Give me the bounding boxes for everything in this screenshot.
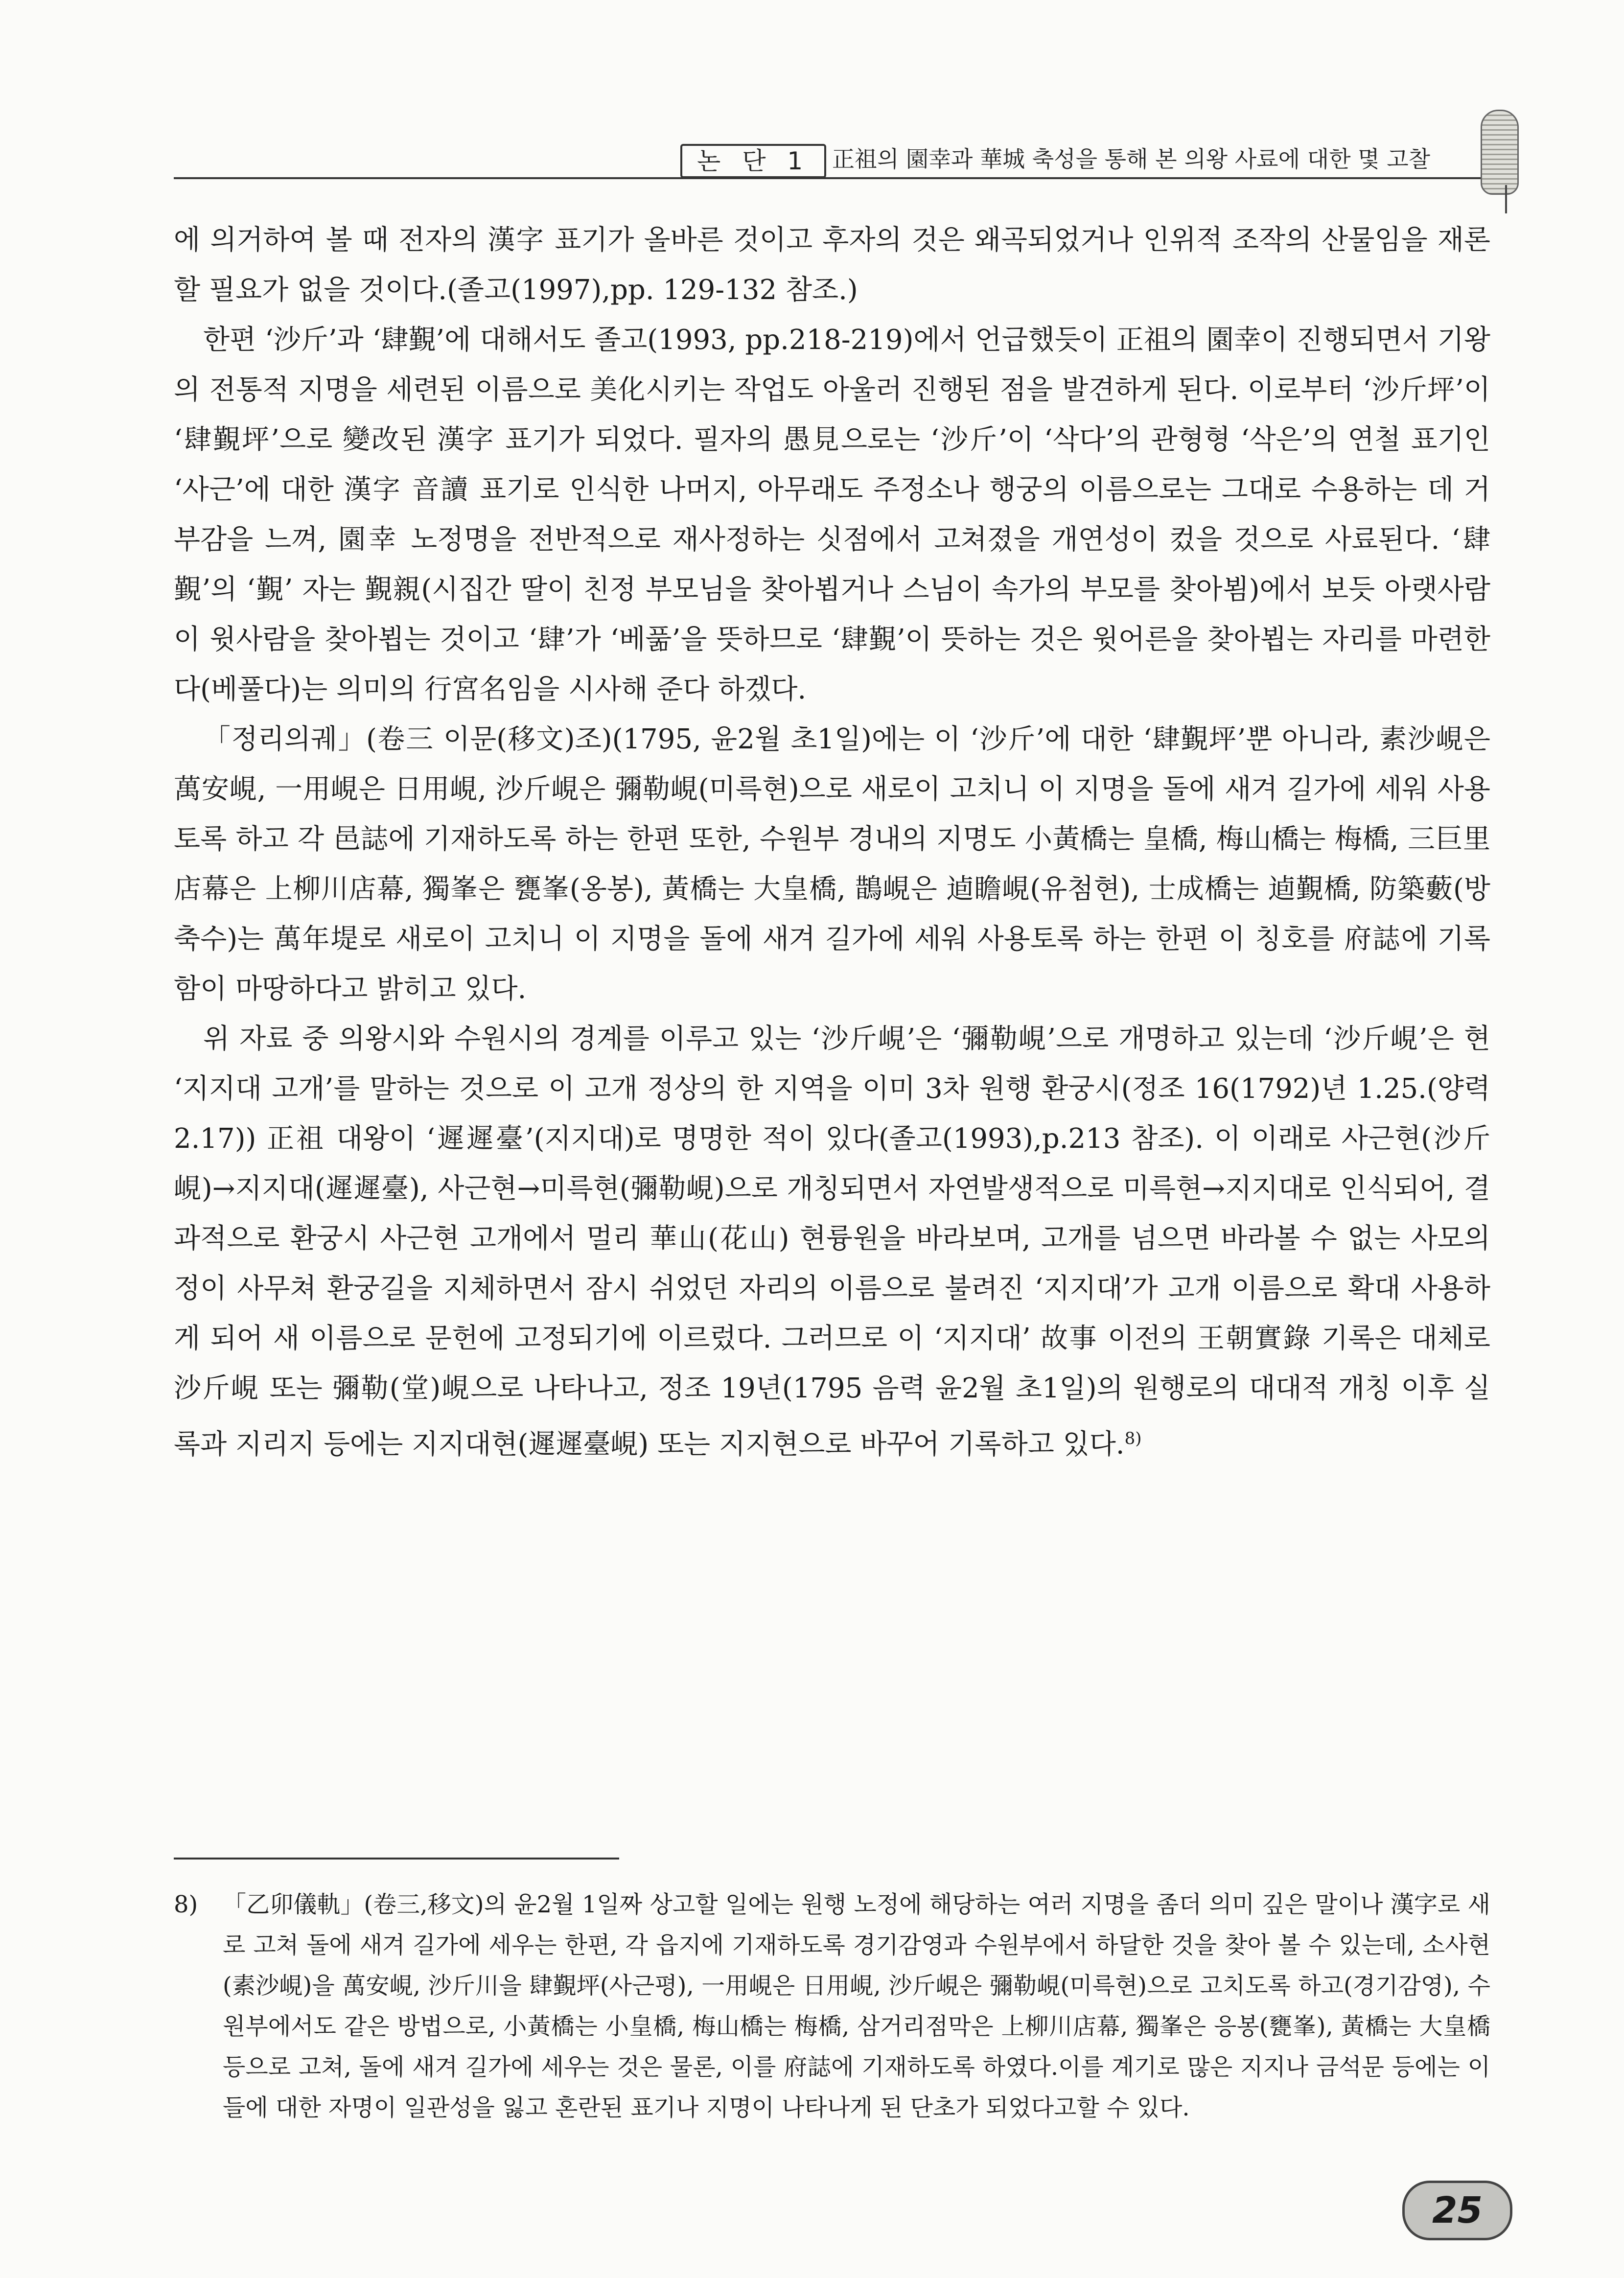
body-text xyxy=(174,215,1490,1470)
running-header xyxy=(174,103,1510,188)
paragraph-4 xyxy=(174,1014,1490,1470)
footnote-text: 「乙卯儀軌」(卷三,移文)의 윤2월 1일짜 상고할 일에는 원행 노정에 해당하는 여러 지명을 좀더 의미 깊은 말이나 漢字로 새로 고쳐 돌에 새겨 길가에 세우는 한편, 각 읍지에 기재하도록 경기감영과 수원부에서 하달한 것을 찾아 볼 수 있는데, 소사현(素沙峴)을 萬安峴, 沙斤川을 肆覲坪(사근평), 一用峴은 日用峴, 沙斤峴은 彌勒峴(미륵현)으로 고치도록 하고(경기감영), 수원부에서도 같은 방법으로, 小黃橋는 小皇橋, 梅山橋는 梅橋, 삼거리점막은 上柳川店幕, 獨峯은 응봉(甕峯), 黃橋는 大皇橋 등으로 고쳐, 돌에 새겨 길가에 세우는 것은 물론, 이를 府誌에 기재하도록 하였다.이를 계기로 많은 지지나 금석문 등에는 이들에 대한 자명이 일관성을 잃고 혼란된 표기나 지명이 나타나게 된 단초가 되었다고할 수 있다. xyxy=(223,1891,1490,2121)
footnote xyxy=(174,1884,1490,2128)
paragraph-2: 한편 ‘沙斤’과 ‘肆覲’에 대해서도 졸고(1993, pp.218-219)에서 언급했듯이 正祖의 園幸이 진행되면서 기왕의 전통적 지명을 세련된 이름으로 美化시키는 작업도 아울러 진행된 점을 발견하게 된다. 이로부터 ‘沙斤坪’이 ‘肆覲坪’으로 變改된 漢字 표기가 되었다. 필자의 愚見으로는 ‘沙斤’이 ‘삭다’의 관형형 ‘삭은’의 연철 표기인 ‘사근’에 대한 漢字 音讀 표기로 인식한 나머지, 아무래도 주정소나 행궁의 이름으로는 그대로 수용하는 데 거부감을 느껴, 園幸 노정명을 전반적으로 재사정하는 싯점에서 고쳐졌을 개연성이 컸을 것으로 사료된다. ‘肆覲’의 ‘覲’ 자는 覲親(시집간 딸이 친정 부모님을 찾아뵙거나 스님이 속가의 부모를 찾아뵘)에서 보듯 아랫사람이 윗사람을 찾아뵙는 것이고 ‘肆’가 ‘베풂’을 뜻하므로 ‘肆覲’이 뜻하는 것은 윗어른을 찾아뵙는 자리를 마련한다(베풀다)는 의미의 行宮名임을 시사해 준다 하겠다. xyxy=(174,324,1490,705)
edge-tab-line xyxy=(1505,185,1507,213)
header-rule xyxy=(174,177,1510,179)
running-title: 正祖의 園幸과 華城 축성을 통해 본 의왕 사료에 대한 몇 고찰 xyxy=(832,146,1431,172)
page-edge-tab-icon xyxy=(1481,110,1519,195)
paragraph-4-text: 위 자료 중 의왕시와 수원시의 경계를 이루고 있는 ‘沙斤峴’은 ‘彌勒峴’으로 개명하고 있는데 ‘沙斤峴’은 현 ‘지지대 고개’를 말하는 것으로 이 고개 정상의 한 지역을 이미 3차 원행 환궁시(정조 16(1792)년 1.25.(양력2.17)) 正祖 대왕이 ‘遲遲臺’(지지대)로 명명한 적이 있다(졸고(1993),p.213 참조). 이 이래로 사근현(沙斤峴)→지지대(遲遲臺), 사근현→미륵현(彌勒峴)으로 개칭되면서 자연발생적으로 미륵현→지지대로 인식되어, 결과적으로 환궁시 사근현 고개에서 멀리 華山(花山) 현륭원을 바라보며, 고개를 넘으면 바라볼 수 없는 사모의 정이 사무쳐 환궁길을 지체하면서 잠시 쉬었던 자리의 이름으로 불려진 ‘지지대’가 고개 이름으로 확대 사용하게 되어 새 이름으로 문헌에 고정되기에 이르렀다. 그러므로 이 ‘지지대’ 故事 이전의 王朝實錄 기록은 대체로 沙斤峴 또는 彌勒(堂)峴으로 나타나고, 정조 19년(1795 음력 윤2월 초1일)의 원행로의 대대적 개칭 이후 실록과 지리지 등에는 지지대현(遲遲臺峴) 또는 지지현으로 바꾸어 기록하고 있다. xyxy=(174,1023,1490,1461)
footnote-rule xyxy=(174,1858,619,1860)
paragraph-3: 「정리의궤」(卷三 이문(移文)조)(1795, 윤2월 초1일)에는 이 ‘沙斤’에 대한 ‘肆覲坪’뿐 아니라, 素沙峴은 萬安峴, 一用峴은 日用峴, 沙斤峴은 彌勒峴(미륵현)으로 새로이 고치니 이 지명을 돌에 새겨 길가에 세워 사용토록 하고 각 邑誌에 기재하도록 하는 한편 또한, 수원부 경내의 지명도 小黃橋는 皇橋, 梅山橋는 梅橋, 三巨里 店幕은 上柳川店幕, 獨峯은 甕峯(옹봉), 黃橋는 大皇橋, 鵲峴은 逌瞻峴(유첨현), 士成橋는 逌覲橋, 防築藪(방축수)는 萬年堤로 새로이 고치니 이 지명을 돌에 새겨 길가에 세워 사용토록 하는 한편 이 칭호를 府誌에 기록함이 마땅하다고 밝히고 있다. xyxy=(174,723,1490,1005)
footnote-ref: 8) xyxy=(1124,1429,1142,1448)
paragraph-1: 에 의거하여 볼 때 전자의 漢字 표기가 올바른 것이고 후자의 것은 왜곡되었거나 인위적 조작의 산물임을 재론할 필요가 없을 것이다.(졸고(1997),pp. 129-132 참조.) xyxy=(174,224,1490,306)
section-label: 논 단 1 xyxy=(680,144,826,178)
page-number: 25 xyxy=(1402,2181,1512,2240)
footnote-number: 8) xyxy=(174,1891,198,1918)
